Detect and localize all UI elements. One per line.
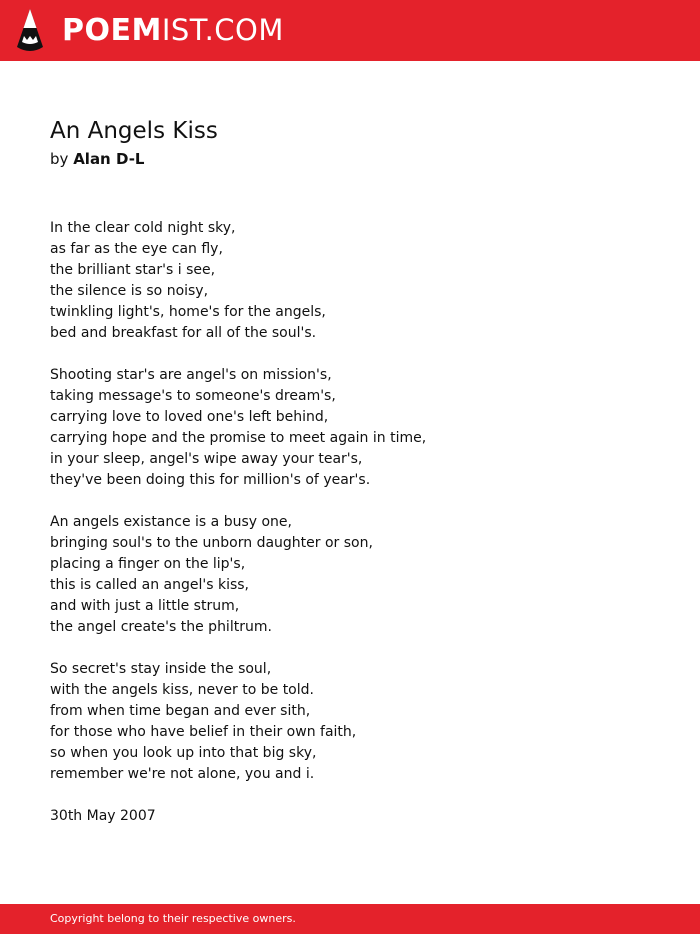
- logo-bold-text: POEM: [62, 13, 162, 48]
- poem-line: carrying love to loved one's left behind,: [50, 409, 329, 425]
- poem-byline: [50, 148, 144, 170]
- poem-line: the silence is so noisy,: [50, 283, 209, 299]
- poem-line: An angels existance is a busy one,: [50, 514, 292, 530]
- poem-title: An Angels Kiss: [50, 118, 218, 144]
- poem-line: the brilliant star's i see,: [50, 262, 216, 278]
- poem-line: and with just a little strum,: [50, 598, 240, 614]
- copyright-text: Copyright belong to their respective owners.: [50, 912, 296, 925]
- poem-line: in your sleep, angel's wipe away your tear's,: [50, 451, 363, 467]
- poem-line: for those who have belief in their own faith,: [50, 724, 357, 740]
- poem-line: carrying hope and the promise to meet again in time,: [50, 430, 427, 446]
- poem-line: with the angels kiss, never to be told.: [50, 682, 314, 698]
- poem-line: bed and breakfast for all of the soul's.: [50, 325, 317, 341]
- poem-line: from when time began and ever sith,: [50, 703, 311, 719]
- poem-line: twinkling light's, home's for the angels,: [50, 304, 326, 320]
- site-footer: [0, 904, 700, 934]
- stanza-2: [50, 365, 650, 491]
- author-name: Alan D-L: [73, 150, 145, 168]
- stanza-3: [50, 512, 650, 638]
- poem-line: Shooting star's are angel's on mission's,: [50, 367, 332, 383]
- poem-line: So secret's stay inside the soul,: [50, 661, 272, 677]
- poem-body: [50, 218, 650, 827]
- poem-line: bringing soul's to the unborn daughter or son,: [50, 535, 373, 551]
- poem-line: taking message's to someone's dream's,: [50, 388, 336, 404]
- pencil-logo-icon[interactable]: [16, 9, 44, 52]
- poem-line: so when you look up into that big sky,: [50, 745, 317, 761]
- by-label: by: [50, 150, 69, 168]
- stanza-1: [50, 218, 650, 344]
- site-logo[interactable]: [62, 12, 284, 48]
- logo-light-text: IST.COM: [161, 13, 284, 47]
- poem-line: the angel create's the philtrum.: [50, 619, 272, 635]
- poem-date: 30th May 2007: [50, 808, 156, 824]
- stanza-4: [50, 659, 650, 785]
- poem-line: as far as the eye can fly,: [50, 241, 223, 257]
- poem-line: In the clear cold night sky,: [50, 220, 236, 236]
- poem-line: they've been doing this for million's of year's.: [50, 472, 371, 488]
- poem-line: remember we're not alone, you and i.: [50, 766, 315, 782]
- poem-line: this is called an angel's kiss,: [50, 577, 250, 593]
- poem-line: placing a finger on the lip's,: [50, 556, 246, 572]
- site-header: [0, 0, 700, 61]
